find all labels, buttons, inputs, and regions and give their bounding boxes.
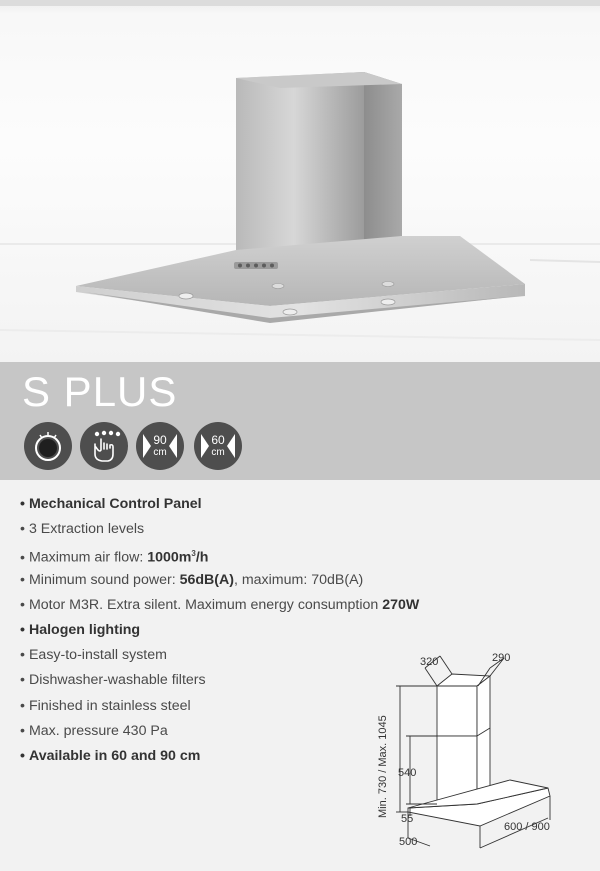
chimney-front: [236, 72, 364, 252]
spec-item: • Halogen lighting: [20, 621, 141, 638]
spec-item: • Finished in stainless steel: [20, 697, 191, 714]
mechanical-knob-icon: [24, 422, 72, 470]
dim-canopy-height: 55: [401, 813, 414, 825]
spec-item: • Mechanical Control Panel: [20, 496, 202, 512]
spec-list: [20, 494, 419, 771]
spec-item: • Easy-to-install system: [20, 647, 167, 664]
spec-item: • Available in 60 and 90 cm: [20, 747, 201, 764]
spec-item: • Motor M3R. Extra silent. Maximum energy consumption 270W: [20, 596, 420, 613]
spec-item: • Max. pressure 430 Pa: [20, 722, 168, 739]
dim-lower-height: 540: [398, 767, 417, 779]
spec-item: • Dishwasher-washable filters: [20, 672, 206, 689]
spec-item: • Minimum sound power: 56dB(A), maximum: 70dB(A): [20, 571, 364, 588]
dim-chimney-depth: 290: [492, 652, 511, 664]
width-60-unit: cm: [211, 447, 225, 458]
spec-item: • Maximum air flow: $1000m^3/h$: [20, 549, 209, 567]
width-90-icon: [136, 422, 184, 470]
product-photo: [0, 0, 600, 362]
spec-item: • 3 Extraction levels: [20, 521, 145, 538]
dim-canopy-depth: 500: [399, 836, 418, 848]
dim-height-range: Min. 730 / Max. 1045: [377, 715, 389, 818]
width-60-icon: [194, 422, 242, 470]
photo-top-border: [0, 0, 600, 6]
range-hood-image: [0, 0, 600, 362]
width-90-unit: cm: [153, 447, 167, 458]
dim-chimney-width: 320: [420, 656, 439, 668]
touch-control-icon: [80, 422, 128, 470]
title-band: [0, 362, 600, 480]
width-60-value: 60: [211, 433, 225, 447]
product-title: S PLUS: [22, 368, 178, 415]
chimney-side: [364, 72, 402, 244]
dim-canopy-width: 600 / 900: [504, 821, 550, 833]
width-90-value: 90: [153, 433, 167, 447]
dimension-drawing: [370, 648, 595, 858]
